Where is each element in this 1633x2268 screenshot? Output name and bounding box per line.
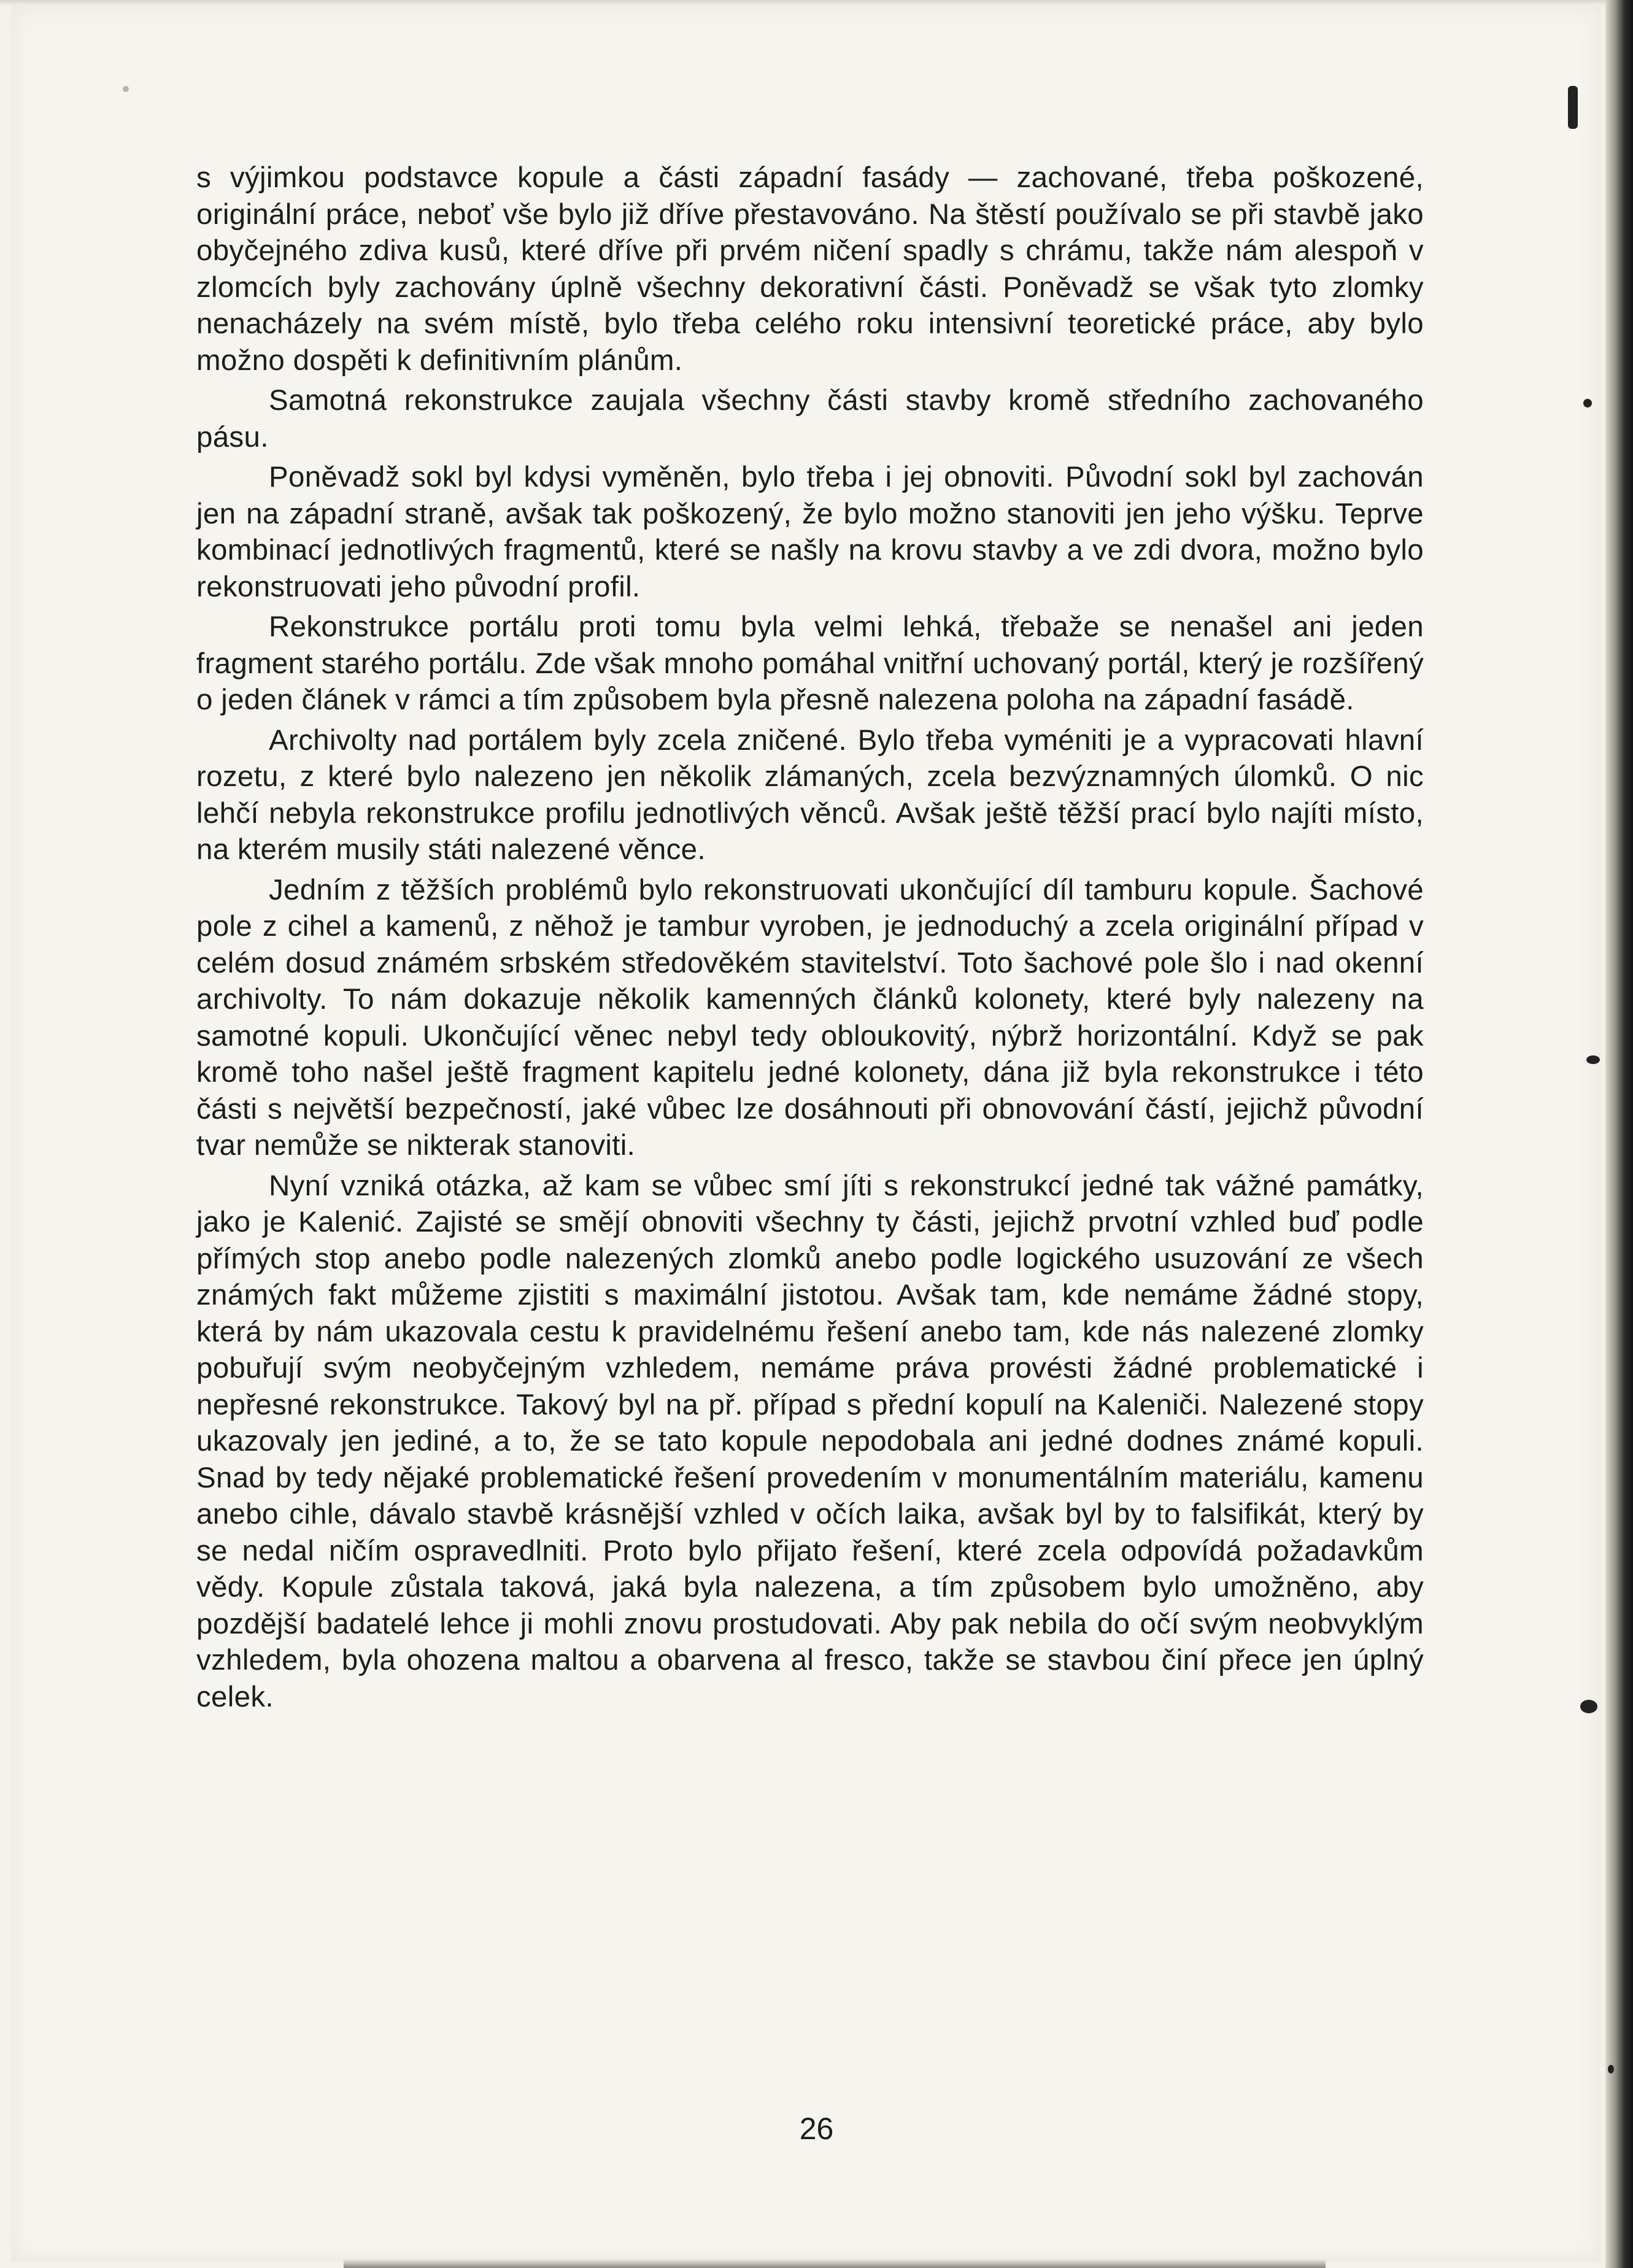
paragraph: Archivolty nad portálem byly zcela zničené. Bylo třeba vyméniti je a vypracovati hlavní rozetu, z které bylo nalezeno jen několik zlámaných, zcela bezvýznamných úlomků. O nic lehčí nebyla rekonstrukce profilu jednotlivých věnců. Avšak ještě těžší prací bylo najíti místo, na kterém musily státi nalezené věnce. bbox=[196, 723, 1424, 866]
paragraph: Poněvadž sokl byl kdysi vyměněn, bylo třeba i jej obnoviti. Původní sokl byl zachován jen na západní straně, avšak tak poškozený, že bylo možno stanoviti jen jeho výšku. Teprve kombinací jednotlivých fragmentů, které se našly na krovu stavby a ve zdi dvora, možno bylo rekonstruovati jeho původní profil. bbox=[196, 461, 1424, 603]
margin-mark bbox=[1580, 1700, 1597, 1713]
paragraph: Jedním z těžších problémů bylo rekonstruovati ukončující díl tamburu kopule. Šachové pole z cihel a kamenů, z něhož je tambur vyroben, je jednoduchý a zcela originální případ v celém dosud známém srbském středověkém stavitelství. Toto šachové pole šlo i nad okenní archivolty. To nám dokazuje několik kamenných článků kolonety, které byly nalezeny na samotné kopuli. Ukončující věnec nebyl tedy obloukovitý, nýbrž horizontální. Když se pak kromě toho našel ještě fragment kapitelu jedné kolonety, dána již byla rekonstrukce i této části s největší bezpečností, jaké vůbec lze dosáhnouti při obnovování částí, jejichž původní tvar nemůže se nikterak stanoviti. bbox=[196, 873, 1424, 1162]
margin-mark bbox=[1608, 2065, 1614, 2073]
margin-mark bbox=[123, 86, 129, 92]
bottom-edge-shadow bbox=[344, 2259, 1326, 2268]
body-text bbox=[196, 160, 1424, 1719]
paragraph: s výjimkou podstavce kopule a části západní fasády — zachované, třeba poškozené, originální práce, neboť vše bylo již dříve přestavováno. Na štěstí používalo se při stavbě jako obyčejného zdiva kusů, které dříve při prvém ničení spadly s chrámu, takže nám alespoň v zlomcích byly zachovány úplně všechny dekorativní části. Poněvadž se však tyto zlomky nenacházely na svém místě, bylo třeba celého roku intensivní teoretické práce, aby bylo možno dospěti k definitivním plánům. bbox=[196, 161, 1424, 377]
top-edge-shadow bbox=[0, 0, 1633, 6]
margin-mark bbox=[1568, 86, 1578, 129]
paragraph: Nyní vzniká otázka, až kam se vůbec smí jíti s rekonstrukcí jedné tak vážné památky, jako je Kalenić. Zajisté se smějí obnoviti všechny ty části, jejichž prvotní vzhled buď podle přímých stop anebo podle nalezených zlomků anebo podle logického usuzování ze všech známých fakt můžeme zjistiti s maximální jistotou. Avšak tam, kde nemáme žádné stopy, která by nám ukazovala cestu k pravidelnému řešení anebo tam, kde nás nalezené zlomky pobuřují svým neobyčejným vzhledem, nemáme práva provésti žádné problematické i nepřesné rekonstrukce. Takový byl na př. případ s přední kopulí na Kaleniči. Nalezené stopy ukazovaly jen jediné, a to, že se tato kopule nepodobala ani jedné dodnes známé kopuli. Snad by tedy nějaké problematické řešení provedením v monumentálním materiálu, kamenu anebo cihle, dávalo stavbě krásnější vzhled v očích laika, avšak byl by to falsifikát, který by se nedal ničím ospravedlniti. Proto bylo přijato řešení, které zcela odpovídá požadavkům vědy. Kopule zůstala taková, jaká byla nalezena, a tím způsobem bylo umožněno, aby pozdější badatelé lehce ji mohli znovu prostudovati. Aby pak nebila do očí svým neobvyklým vzhledem, byla ohozena maltou a obarvena al fresco, takže se stavbou činí přece jen úplný celek. bbox=[196, 1169, 1424, 1713]
paragraph: Rekonstrukce portálu proti tomu byla velmi lehká, třebaže se nenašel ani jeden fragment starého portálu. Zde však mnoho pomáhal vnitřní uchovaný portál, který je rozšířený o jeden článek v rámci a tím způsobem byla přesně nalezena poloha na západní fasádě. bbox=[196, 611, 1424, 716]
margin-mark bbox=[1586, 1055, 1600, 1064]
margin-mark bbox=[1583, 399, 1592, 407]
paragraph: Samotná rekonstrukce zaujala všechny části stavby kromě středního zachovaného pásu. bbox=[196, 384, 1424, 453]
page-number: 26 bbox=[799, 2112, 834, 2146]
binding-edge bbox=[1605, 0, 1633, 2268]
